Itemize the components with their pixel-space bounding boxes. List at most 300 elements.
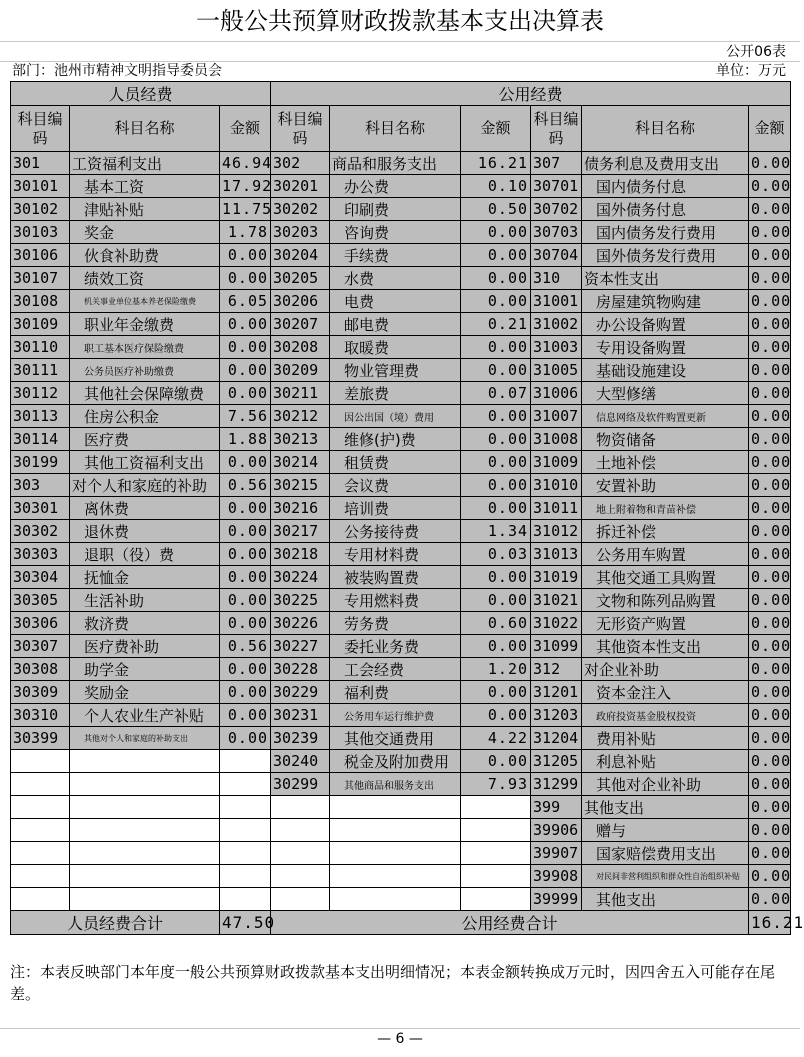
cell-name: 生活补助 xyxy=(70,589,220,612)
cell-amount xyxy=(220,842,271,865)
cell-code: 31205 xyxy=(531,750,582,773)
cell-name: 医疗费 xyxy=(70,428,220,451)
table-row xyxy=(11,750,791,773)
cell-code: 30704 xyxy=(531,244,582,267)
cell-amount: 0.00 xyxy=(749,658,791,681)
cell-amount: 0.00 xyxy=(749,336,791,359)
page-number: — 6 — xyxy=(0,1028,800,1049)
form-number: 公开06表 xyxy=(0,42,800,62)
cell-name: 费用补贴 xyxy=(582,727,749,750)
cell-code: 30114 xyxy=(11,428,70,451)
table-row xyxy=(11,474,791,497)
cell-amount: 0.00 xyxy=(220,681,271,704)
cell-name: 个人农业生产补贴 xyxy=(70,704,220,727)
cell-name: 办公费 xyxy=(330,175,461,198)
cell-amount: 0.00 xyxy=(461,451,531,474)
cell-amount: 7.56 xyxy=(220,405,271,428)
cell-code xyxy=(11,796,70,819)
cell-name: 公务员医疗补助缴费 xyxy=(70,359,220,382)
cell-name: 信息网络及软件购置更新 xyxy=(582,405,749,428)
cell-code xyxy=(11,865,70,888)
public-group-header: 公用经费 xyxy=(271,82,791,106)
cell-code: 39906 xyxy=(531,819,582,842)
cell-code: 30239 xyxy=(271,727,330,750)
cell-amount xyxy=(220,773,271,796)
table-row xyxy=(11,819,791,842)
cell-amount: 0.00 xyxy=(220,451,271,474)
cell-amount: 0.00 xyxy=(749,635,791,658)
cell-code xyxy=(271,819,330,842)
cell-name: 其他交通费用 xyxy=(330,727,461,750)
cell-name: 利息补贴 xyxy=(582,750,749,773)
cell-name: 助学金 xyxy=(70,658,220,681)
cell-amount: 0.03 xyxy=(461,543,531,566)
cell-amount: 0.00 xyxy=(220,267,271,290)
cell-amount: 0.00 xyxy=(220,497,271,520)
cell-amount: 0.00 xyxy=(749,405,791,428)
cell-code: 30202 xyxy=(271,198,330,221)
cell-name: 奖励金 xyxy=(70,681,220,704)
cell-name: 其他交通工具购置 xyxy=(582,566,749,589)
cell-amount: 0.60 xyxy=(461,612,531,635)
cell-code: 30229 xyxy=(271,681,330,704)
table-row xyxy=(11,405,791,428)
cell-code: 31013 xyxy=(531,543,582,566)
cell-amount: 0.00 xyxy=(461,405,531,428)
cell-name: 大型修缮 xyxy=(582,382,749,405)
cell-name: 差旅费 xyxy=(330,382,461,405)
table-row xyxy=(11,566,791,589)
cell-code: 30201 xyxy=(271,175,330,198)
cell-amount: 0.00 xyxy=(220,658,271,681)
cell-code: 30309 xyxy=(11,681,70,704)
cell-code xyxy=(11,750,70,773)
cell-code: 30231 xyxy=(271,704,330,727)
table-row xyxy=(11,888,791,911)
cell-code: 312 xyxy=(531,658,582,681)
unit-label: 单位：万元 xyxy=(716,63,786,79)
table-row xyxy=(11,244,791,267)
table-row xyxy=(11,865,791,888)
cell-amount: 1.20 xyxy=(461,658,531,681)
cell-name xyxy=(70,750,220,773)
cell-name: 水费 xyxy=(330,267,461,290)
cell-amount xyxy=(461,888,531,911)
cell-amount: 0.00 xyxy=(749,589,791,612)
cell-code: 30208 xyxy=(271,336,330,359)
cell-name: 劳务费 xyxy=(330,612,461,635)
cell-amount: 0.00 xyxy=(220,313,271,336)
cell-name: 取暖费 xyxy=(330,336,461,359)
cell-name xyxy=(70,888,220,911)
cell-name: 其他社会保障缴费 xyxy=(70,382,220,405)
cell-name: 资本金注入 xyxy=(582,681,749,704)
cell-amount: 0.00 xyxy=(461,497,531,520)
cell-amount: 0.00 xyxy=(461,681,531,704)
table-row xyxy=(11,152,791,175)
cell-name: 专用设备购置 xyxy=(582,336,749,359)
cell-code: 307 xyxy=(531,152,582,175)
cell-code: 30110 xyxy=(11,336,70,359)
cell-name: 津贴补贴 xyxy=(70,198,220,221)
cell-name: 其他支出 xyxy=(582,796,749,819)
cell-code xyxy=(271,842,330,865)
cell-name: 无形资产购置 xyxy=(582,612,749,635)
cell-amount: 0.00 xyxy=(461,704,531,727)
column-header-row xyxy=(11,106,791,152)
cell-code: 30212 xyxy=(271,405,330,428)
table-row xyxy=(11,497,791,520)
cell-code: 30224 xyxy=(271,566,330,589)
cell-amount: 0.00 xyxy=(220,589,271,612)
cell-name: 土地补偿 xyxy=(582,451,749,474)
cell-name: 房屋建筑物购建 xyxy=(582,290,749,313)
cell-name: 职工基本医疗保险缴费 xyxy=(70,336,220,359)
cell-name: 对民间非营利组织和群众性自治组织补贴 xyxy=(582,865,749,888)
cell-code: 30301 xyxy=(11,497,70,520)
col-header-amount: 金额 xyxy=(220,106,271,152)
col-header-name: 科目名称 xyxy=(582,106,749,152)
cell-name: 住房公积金 xyxy=(70,405,220,428)
personnel-total-amount: 47.50 xyxy=(220,911,271,935)
cell-code xyxy=(271,888,330,911)
col-header-code: 科目编码 xyxy=(531,106,582,152)
personnel-group-header: 人员经费 xyxy=(11,82,271,106)
table-row xyxy=(11,267,791,290)
col-header-name: 科目名称 xyxy=(330,106,461,152)
cell-code xyxy=(11,842,70,865)
table-row xyxy=(11,681,791,704)
cell-amount: 0.00 xyxy=(749,566,791,589)
cell-amount: 1.34 xyxy=(461,520,531,543)
footnote: 注：本表反映部门本年度一般公共预算财政拨款基本支出明细情况；本表金额转换成万元时，因四舍五入可能存在尾差。 xyxy=(10,963,776,1003)
cell-code: 30108 xyxy=(11,290,70,313)
cell-amount: 0.00 xyxy=(461,336,531,359)
cell-code: 310 xyxy=(531,267,582,290)
cell-amount: 0.00 xyxy=(220,566,271,589)
cell-code: 30103 xyxy=(11,221,70,244)
cell-code: 30702 xyxy=(531,198,582,221)
col-header-amount: 金额 xyxy=(461,106,531,152)
cell-name: 奖金 xyxy=(70,221,220,244)
cell-code: 30306 xyxy=(11,612,70,635)
cell-amount: 0.00 xyxy=(220,336,271,359)
cell-name: 赠与 xyxy=(582,819,749,842)
cell-code: 31005 xyxy=(531,359,582,382)
table-row xyxy=(11,727,791,750)
cell-name: 委托业务费 xyxy=(330,635,461,658)
cell-amount xyxy=(220,819,271,842)
cell-name: 工资福利支出 xyxy=(70,152,220,175)
table-row xyxy=(11,221,791,244)
cell-code: 30209 xyxy=(271,359,330,382)
cell-name: 税金及附加费用 xyxy=(330,750,461,773)
cell-amount: 0.00 xyxy=(461,635,531,658)
cell-code: 39908 xyxy=(531,865,582,888)
cell-name: 专用燃料费 xyxy=(330,589,461,612)
cell-code: 30225 xyxy=(271,589,330,612)
cell-code: 31204 xyxy=(531,727,582,750)
cell-code: 30226 xyxy=(271,612,330,635)
table-row xyxy=(11,198,791,221)
cell-code: 31008 xyxy=(531,428,582,451)
table-row xyxy=(11,612,791,635)
cell-code: 399 xyxy=(531,796,582,819)
cell-name: 咨询费 xyxy=(330,221,461,244)
cell-name: 退休费 xyxy=(70,520,220,543)
table-row xyxy=(11,635,791,658)
cell-code: 31201 xyxy=(531,681,582,704)
cell-name: 国外债务付息 xyxy=(582,198,749,221)
cell-code xyxy=(11,773,70,796)
cell-code: 31099 xyxy=(531,635,582,658)
cell-amount: 1.88 xyxy=(220,428,271,451)
cell-name xyxy=(70,819,220,842)
table-row xyxy=(11,543,791,566)
cell-name: 手续费 xyxy=(330,244,461,267)
public-total-amount: 16.21 xyxy=(749,911,791,935)
personnel-total-label: 人员经费合计 xyxy=(11,911,220,935)
cell-code: 31011 xyxy=(531,497,582,520)
cell-name: 绩效工资 xyxy=(70,267,220,290)
cell-amount: 0.00 xyxy=(749,428,791,451)
cell-amount: 11.75 xyxy=(220,198,271,221)
cell-name: 邮电费 xyxy=(330,313,461,336)
cell-name: 机关事业单位基本养老保险缴费 xyxy=(70,290,220,313)
cell-name: 福利费 xyxy=(330,681,461,704)
cell-code: 31009 xyxy=(531,451,582,474)
cell-amount: 0.00 xyxy=(749,313,791,336)
cell-code: 30107 xyxy=(11,267,70,290)
cell-code: 31022 xyxy=(531,612,582,635)
department-label: 部门：池州市精神文明指导委员会 xyxy=(12,63,222,79)
cell-code: 30112 xyxy=(11,382,70,405)
cell-amount: 16.21 xyxy=(461,152,531,175)
cell-name xyxy=(70,842,220,865)
cell-amount: 0.00 xyxy=(749,359,791,382)
cell-amount: 0.00 xyxy=(220,612,271,635)
cell-code: 30207 xyxy=(271,313,330,336)
cell-code: 31203 xyxy=(531,704,582,727)
cell-amount: 6.05 xyxy=(220,290,271,313)
cell-code xyxy=(271,865,330,888)
cell-amount: 0.00 xyxy=(220,359,271,382)
cell-name: 离休费 xyxy=(70,497,220,520)
cell-amount: 0.00 xyxy=(220,382,271,405)
cell-amount: 0.00 xyxy=(749,681,791,704)
cell-code: 30204 xyxy=(271,244,330,267)
table-row xyxy=(11,313,791,336)
table-row xyxy=(11,290,791,313)
cell-name: 国内债务付息 xyxy=(582,175,749,198)
col-header-code: 科目编码 xyxy=(271,106,330,152)
cell-code: 30113 xyxy=(11,405,70,428)
cell-amount: 0.00 xyxy=(749,750,791,773)
cell-name xyxy=(70,865,220,888)
cell-code: 30701 xyxy=(531,175,582,198)
cell-name: 因公出国（境）费用 xyxy=(330,405,461,428)
cell-amount: 0.00 xyxy=(749,152,791,175)
group-header-row xyxy=(11,82,791,106)
cell-amount: 0.00 xyxy=(749,543,791,566)
cell-code: 30305 xyxy=(11,589,70,612)
cell-name: 伙食补助费 xyxy=(70,244,220,267)
cell-amount: 0.00 xyxy=(749,704,791,727)
cell-amount: 0.00 xyxy=(749,727,791,750)
cell-amount xyxy=(220,796,271,819)
cell-amount: 46.94 xyxy=(220,152,271,175)
cell-name: 债务利息及费用支出 xyxy=(582,152,749,175)
cell-amount: 0.00 xyxy=(220,704,271,727)
cell-code: 30302 xyxy=(11,520,70,543)
cell-name: 基本工资 xyxy=(70,175,220,198)
totals-row xyxy=(11,911,791,935)
cell-amount: 0.00 xyxy=(749,865,791,888)
cell-name: 被装购置费 xyxy=(330,566,461,589)
cell-name xyxy=(330,888,461,911)
cell-amount xyxy=(220,888,271,911)
cell-amount: 0.00 xyxy=(461,589,531,612)
cell-amount: 0.00 xyxy=(749,520,791,543)
cell-code xyxy=(11,819,70,842)
cell-amount: 0.00 xyxy=(749,451,791,474)
cell-name: 租赁费 xyxy=(330,451,461,474)
cell-amount: 0.00 xyxy=(461,267,531,290)
cell-code: 30216 xyxy=(271,497,330,520)
public-total-label: 公用经费合计 xyxy=(271,911,749,935)
cell-name: 国内债务发行费用 xyxy=(582,221,749,244)
cell-amount: 0.00 xyxy=(461,244,531,267)
cell-name: 公务接待费 xyxy=(330,520,461,543)
cell-code: 39907 xyxy=(531,842,582,865)
cell-code: 303 xyxy=(11,474,70,497)
cell-code: 30399 xyxy=(11,727,70,750)
cell-amount xyxy=(220,865,271,888)
cell-code: 30217 xyxy=(271,520,330,543)
cell-name xyxy=(70,773,220,796)
cell-name: 办公设备购置 xyxy=(582,313,749,336)
cell-name: 国外债务发行费用 xyxy=(582,244,749,267)
cell-code: 39999 xyxy=(531,888,582,911)
table-row xyxy=(11,589,791,612)
cell-amount: 0.00 xyxy=(749,221,791,244)
cell-code: 30228 xyxy=(271,658,330,681)
cell-code: 31007 xyxy=(531,405,582,428)
cell-name: 其他工资福利支出 xyxy=(70,451,220,474)
cell-amount: 0.00 xyxy=(749,796,791,819)
cell-name: 专用材料费 xyxy=(330,543,461,566)
cell-name: 文物和陈列品购置 xyxy=(582,589,749,612)
cell-amount: 7.93 xyxy=(461,773,531,796)
table-row xyxy=(11,382,791,405)
cell-code: 301 xyxy=(11,152,70,175)
cell-code: 30227 xyxy=(271,635,330,658)
col-header-name: 科目名称 xyxy=(70,106,220,152)
cell-amount: 0.07 xyxy=(461,382,531,405)
cell-name xyxy=(70,796,220,819)
cell-amount: 0.00 xyxy=(749,497,791,520)
cell-amount: 0.00 xyxy=(461,750,531,773)
table-row xyxy=(11,175,791,198)
cell-amount: 0.00 xyxy=(749,267,791,290)
cell-name: 对企业补助 xyxy=(582,658,749,681)
cell-name: 物业管理费 xyxy=(330,359,461,382)
cell-amount xyxy=(461,865,531,888)
cell-name: 基础设施建设 xyxy=(582,359,749,382)
cell-code: 30218 xyxy=(271,543,330,566)
cell-amount: 0.00 xyxy=(749,198,791,221)
col-header-code: 科目编码 xyxy=(11,106,70,152)
page-title: 一般公共预算财政拨款基本支出决算表 xyxy=(0,0,800,42)
cell-code: 30199 xyxy=(11,451,70,474)
cell-amount: 0.00 xyxy=(461,474,531,497)
cell-amount: 0.00 xyxy=(749,773,791,796)
cell-code: 30303 xyxy=(11,543,70,566)
table-row xyxy=(11,842,791,865)
cell-amount xyxy=(461,842,531,865)
cell-name: 地上附着物和青苗补偿 xyxy=(582,497,749,520)
cell-code: 30214 xyxy=(271,451,330,474)
cell-name: 对个人和家庭的补助 xyxy=(70,474,220,497)
cell-name: 其他资本性支出 xyxy=(582,635,749,658)
cell-name: 维修(护)费 xyxy=(330,428,461,451)
cell-amount xyxy=(220,750,271,773)
cell-code: 30240 xyxy=(271,750,330,773)
cell-name: 其他对个人和家庭的补助支出 xyxy=(70,727,220,750)
cell-code: 30310 xyxy=(11,704,70,727)
cell-name: 培训费 xyxy=(330,497,461,520)
table-row xyxy=(11,451,791,474)
cell-amount: 0.21 xyxy=(461,313,531,336)
table-row xyxy=(11,520,791,543)
table-row xyxy=(11,428,791,451)
cell-code: 302 xyxy=(271,152,330,175)
cell-amount: 0.00 xyxy=(749,382,791,405)
table-row xyxy=(11,704,791,727)
cell-name: 其他对企业补助 xyxy=(582,773,749,796)
cell-amount xyxy=(461,796,531,819)
table-row xyxy=(11,336,791,359)
cell-amount: 0.50 xyxy=(461,198,531,221)
cell-name xyxy=(330,865,461,888)
cell-name: 政府投资基金股权投资 xyxy=(582,704,749,727)
cell-name xyxy=(330,819,461,842)
cell-code: 30206 xyxy=(271,290,330,313)
cell-amount: 0.00 xyxy=(461,290,531,313)
cell-code: 30106 xyxy=(11,244,70,267)
cell-name xyxy=(330,842,461,865)
cell-name: 工会经费 xyxy=(330,658,461,681)
cell-amount: 0.00 xyxy=(461,566,531,589)
cell-amount: 0.00 xyxy=(749,888,791,911)
cell-code: 30109 xyxy=(11,313,70,336)
col-header-amount: 金额 xyxy=(749,106,791,152)
cell-code: 31021 xyxy=(531,589,582,612)
cell-name: 安置补助 xyxy=(582,474,749,497)
cell-code: 30211 xyxy=(271,382,330,405)
table-row xyxy=(11,658,791,681)
cell-name: 物资储备 xyxy=(582,428,749,451)
cell-amount: 1.78 xyxy=(220,221,271,244)
cell-amount: 0.00 xyxy=(220,543,271,566)
cell-amount: 0.00 xyxy=(461,359,531,382)
header-info-row xyxy=(0,62,800,81)
cell-code: 31299 xyxy=(531,773,582,796)
cell-name: 其他支出 xyxy=(582,888,749,911)
table-row xyxy=(11,359,791,382)
cell-code xyxy=(11,888,70,911)
cell-name: 电费 xyxy=(330,290,461,313)
